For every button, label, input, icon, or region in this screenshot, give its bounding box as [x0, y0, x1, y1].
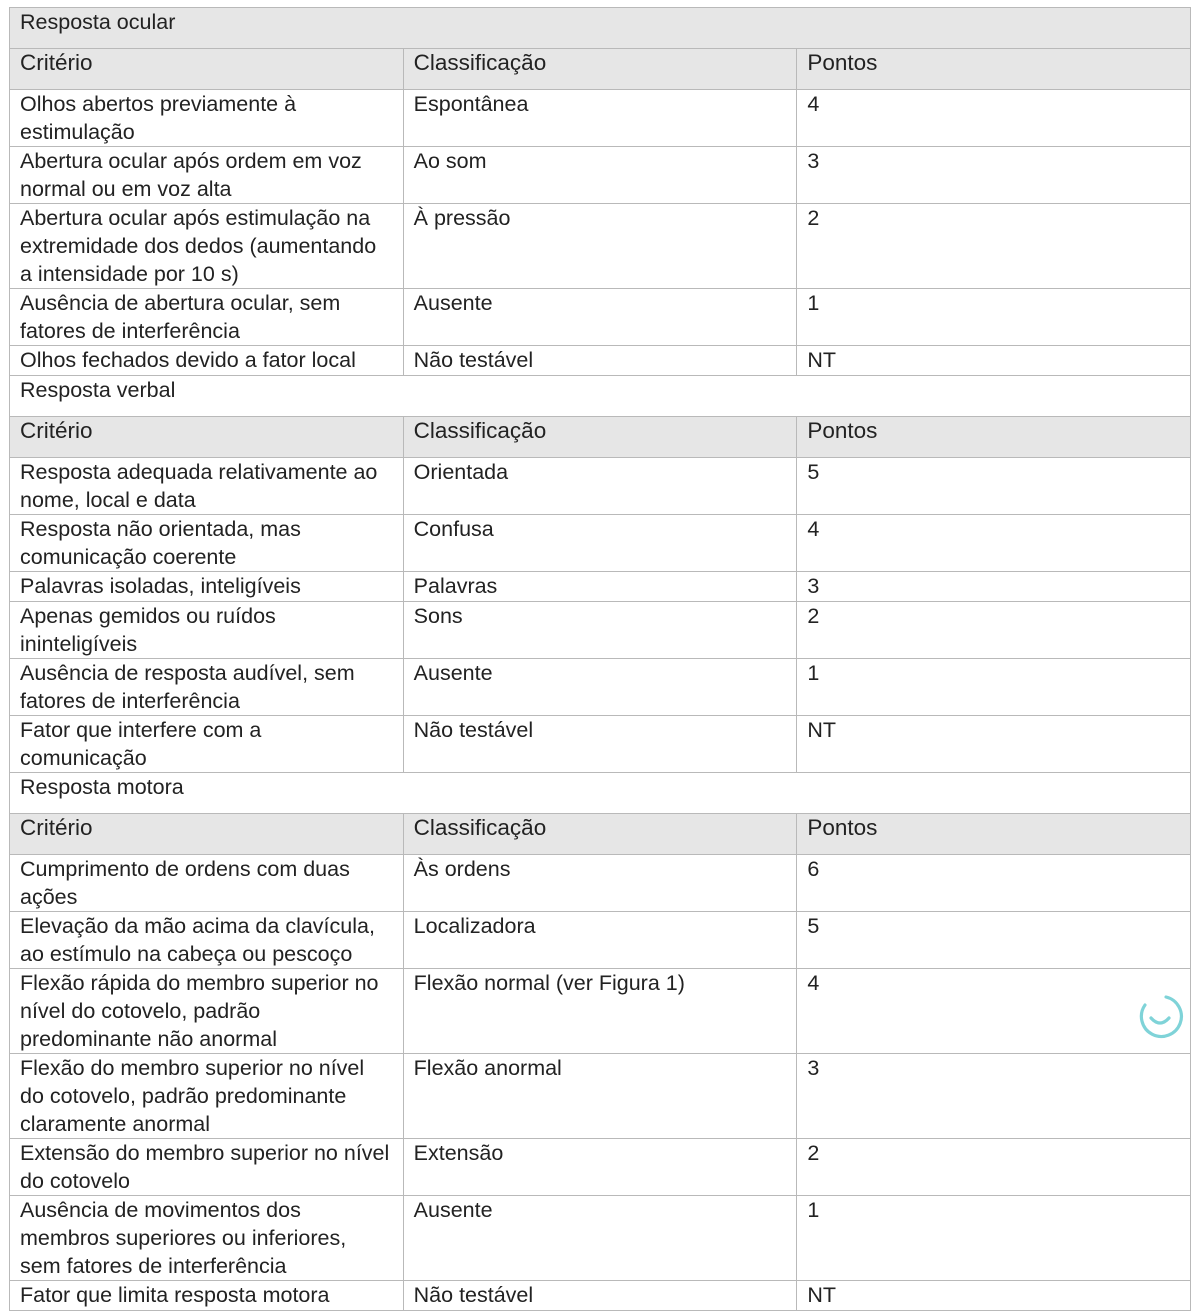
table-row: [10, 515, 1191, 572]
smile-circle-icon: [1136, 992, 1184, 1040]
glasgow-coma-scale-table: [9, 7, 1191, 1311]
pontos-cell: 4: [797, 969, 1191, 1054]
header-pontos: Pontos: [797, 49, 1191, 90]
table-row: [10, 1054, 1191, 1139]
criterio-cell: Abertura ocular após ordem em voz normal ou em voz alta: [10, 147, 404, 204]
section-title: Resposta verbal: [10, 376, 1191, 417]
classificacao-cell: Espontânea: [403, 90, 797, 147]
criterio-cell: Apenas gemidos ou ruídos ininteligíveis: [10, 602, 404, 659]
header-classificacao: Classificação: [403, 814, 797, 855]
classificacao-cell: Palavras: [403, 572, 797, 602]
criterio-cell: Abertura ocular após estimulação na extremidade dos dedos (aumentando a intensidade por 10 s): [10, 204, 404, 289]
table-row: [10, 90, 1191, 147]
classificacao-cell: Não testável: [403, 1281, 797, 1311]
criterio-cell: Fator que interfere com a comunicação: [10, 716, 404, 773]
criterio-cell: Ausência de resposta audível, sem fatores de interferência: [10, 659, 404, 716]
pontos-cell: 5: [797, 912, 1191, 969]
section-title-row: [10, 8, 1191, 49]
pontos-cell: 2: [797, 204, 1191, 289]
criterio-cell: Olhos fechados devido a fator local: [10, 346, 404, 376]
classificacao-cell: Às ordens: [403, 855, 797, 912]
table-row: [10, 572, 1191, 602]
table-row: [10, 289, 1191, 346]
classificacao-cell: Flexão anormal: [403, 1054, 797, 1139]
header-classificacao: Classificação: [403, 417, 797, 458]
pontos-cell: 6: [797, 855, 1191, 912]
table-row: [10, 1139, 1191, 1196]
column-header-row: [10, 814, 1191, 855]
criterio-cell: Fator que limita resposta motora: [10, 1281, 404, 1311]
classificacao-cell: Sons: [403, 602, 797, 659]
criterio-cell: Ausência de movimentos dos membros superiores ou inferiores, sem fatores de interferência: [10, 1196, 404, 1281]
header-pontos: Pontos: [797, 814, 1191, 855]
table-row: [10, 147, 1191, 204]
pontos-cell: 1: [797, 1196, 1191, 1281]
table-row: [10, 602, 1191, 659]
table-row: [10, 855, 1191, 912]
section-title: Resposta motora: [10, 773, 1191, 814]
pontos-cell: 5: [797, 458, 1191, 515]
criterio-cell: Extensão do membro superior no nível do cotovelo: [10, 1139, 404, 1196]
pontos-cell: 3: [797, 147, 1191, 204]
criterio-cell: Resposta não orientada, mas comunicação coerente: [10, 515, 404, 572]
classificacao-cell: Confusa: [403, 515, 797, 572]
header-pontos: Pontos: [797, 417, 1191, 458]
criterio-cell: Ausência de abertura ocular, sem fatores de interferência: [10, 289, 404, 346]
column-header-row: [10, 417, 1191, 458]
classificacao-cell: Ausente: [403, 1196, 797, 1281]
classificacao-cell: À pressão: [403, 204, 797, 289]
header-criterio: Critério: [10, 417, 404, 458]
column-header-row: [10, 49, 1191, 90]
section-title: Resposta ocular: [10, 8, 1191, 49]
classificacao-cell: Flexão normal (ver Figura 1): [403, 969, 797, 1054]
pontos-cell: 2: [797, 602, 1191, 659]
pontos-cell: 2: [797, 1139, 1191, 1196]
criterio-cell: Palavras isoladas, inteligíveis: [10, 572, 404, 602]
table-row: [10, 204, 1191, 289]
table-row: [10, 716, 1191, 773]
criterio-cell: Elevação da mão acima da clavícula, ao estímulo na cabeça ou pescoço: [10, 912, 404, 969]
pontos-cell: 1: [797, 289, 1191, 346]
table-row: [10, 912, 1191, 969]
table-row: [10, 969, 1191, 1054]
classificacao-cell: Ao som: [403, 147, 797, 204]
table-row: [10, 659, 1191, 716]
table-row: [10, 458, 1191, 515]
header-criterio: Critério: [10, 814, 404, 855]
classificacao-cell: Ausente: [403, 289, 797, 346]
classificacao-cell: Extensão: [403, 1139, 797, 1196]
section-title-row: [10, 376, 1191, 417]
section-title-row: [10, 773, 1191, 814]
pontos-cell: NT: [797, 716, 1191, 773]
pontos-cell: 4: [797, 515, 1191, 572]
criterio-cell: Flexão do membro superior no nível do cotovelo, padrão predominante claramente anormal: [10, 1054, 404, 1139]
criterio-cell: Olhos abertos previamente à estimulação: [10, 90, 404, 147]
table-row: [10, 1281, 1191, 1311]
classificacao-cell: Ausente: [403, 659, 797, 716]
criterio-cell: Flexão rápida do membro superior no nível do cotovelo, padrão predominante não anormal: [10, 969, 404, 1054]
classificacao-cell: Não testável: [403, 716, 797, 773]
table-row: [10, 346, 1191, 376]
classificacao-cell: Orientada: [403, 458, 797, 515]
pontos-cell: 1: [797, 659, 1191, 716]
pontos-cell: NT: [797, 346, 1191, 376]
header-classificacao: Classificação: [403, 49, 797, 90]
pontos-cell: NT: [797, 1281, 1191, 1311]
classificacao-cell: Não testável: [403, 346, 797, 376]
classificacao-cell: Localizadora: [403, 912, 797, 969]
pontos-cell: 3: [797, 572, 1191, 602]
header-criterio: Critério: [10, 49, 404, 90]
criterio-cell: Resposta adequada relativamente ao nome, local e data: [10, 458, 404, 515]
criterio-cell: Cumprimento de ordens com duas ações: [10, 855, 404, 912]
table-row: [10, 1196, 1191, 1281]
pontos-cell: 3: [797, 1054, 1191, 1139]
pontos-cell: 4: [797, 90, 1191, 147]
